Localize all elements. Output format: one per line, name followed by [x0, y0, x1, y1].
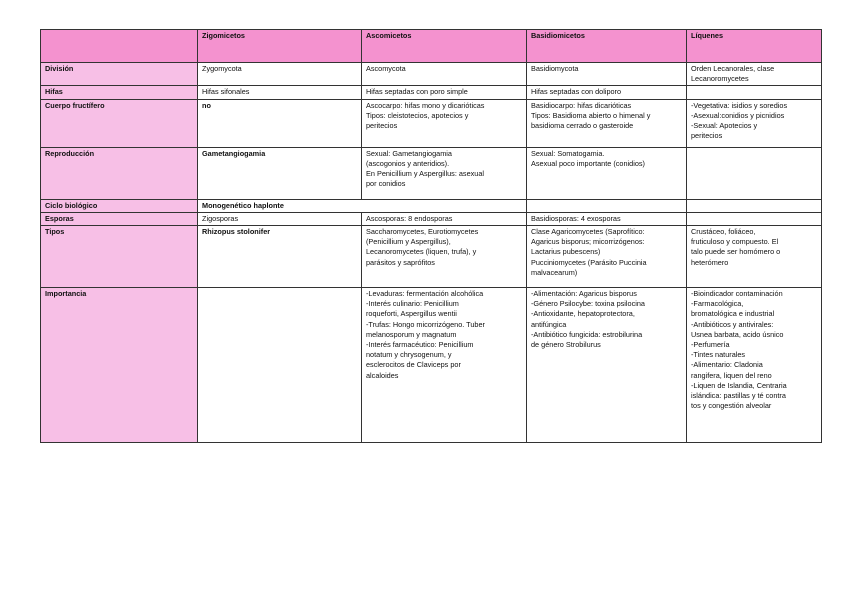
row-label-importancia: Importancia	[41, 288, 198, 443]
table-row-division	[41, 63, 822, 86]
cell-cuerpo-liquenes: -Vegetativa: isidios y soredios -Asexual:conidios y picnidios -Sexual: Apotecios y peritecios	[687, 99, 822, 147]
table-row-cuerpo-fructifero	[41, 99, 822, 147]
cell-importancia-liquenes: -Bioindicador contaminación -Farmacológica, bromatológica e industrial -Antibióticos y antivirales: Usnea barbata, acido úsnico -Perfumería -Tintes naturales -Alimentario: Cladonia rangifera, liquen del reno -Liquen de Islandia, Centraria islándica: pastillas y té contra tos y congestión alveolar	[687, 288, 822, 443]
header-zigomicetos: Zigomicetos	[198, 30, 362, 63]
row-label-hifas: Hifas	[41, 86, 198, 99]
cell-esporas-zigomicetos: Zigosporas	[198, 212, 362, 225]
cell-tipos-ascomicetos: Saccharomycetes, Eurotiomycetes (Penicillium y Aspergillus), Lecanoromycetes (liquen, trufa), y parásitos y saprófitos	[362, 226, 527, 288]
cell-importancia-ascomicetos: -Levaduras: fermentación alcohólica -Interés culinario: Penicillium roqueforti, Aspergillus wentii -Trufas: Hongo micorrizógeno. Tuber melanosporum y magnatum -Interés farmacéutico: Penicillium notatum y chrysogenum, y esclerocitos de Claviceps por alcaloides	[362, 288, 527, 443]
cell-esporas-ascomicetos: Ascosporas: 8 endosporas	[362, 212, 527, 225]
cell-tipos-liquenes: Crustáceo, foliáceo, fruticuloso y compuesto. El talo puede ser homómero o heterómero	[687, 226, 822, 288]
cell-reproduccion-liquenes	[687, 147, 822, 199]
cell-esporas-liquenes	[687, 212, 822, 225]
cell-hifas-zigomicetos: Hifas sifonales	[198, 86, 362, 99]
table-row-hifas	[41, 86, 822, 99]
table-row-tipos	[41, 226, 822, 288]
cell-ciclo-merged: Monogenético haplonte	[198, 199, 527, 212]
cell-importancia-basidiomicetos: -Alimentación: Agaricus bisporus -Género Psilocybe: toxina psilocina -Antioxidante, hepatoprotectora, antifúngica -Antibiótico fungicida: estrobilurina de género Strobilurus	[527, 288, 687, 443]
cell-ciclo-liquenes	[687, 199, 822, 212]
cell-hifas-basidiomicetos: Hifas septadas con doliporo	[527, 86, 687, 99]
cell-reproduccion-basidiomicetos: Sexual: Somatogamia. Asexual poco importante (conidios)	[527, 147, 687, 199]
cell-cuerpo-ascomicetos: Ascocarpo: hifas mono y dicarióticas Tipos: cleistotecios, apotecios y peritecios	[362, 99, 527, 147]
cell-hifas-liquenes	[687, 86, 822, 99]
cell-ciclo-basidiomicetos	[527, 199, 687, 212]
cell-division-basidiomicetos: Basidiomycota	[527, 63, 687, 86]
table-header-row	[41, 30, 822, 63]
header-corner-cell	[41, 30, 198, 63]
cell-cuerpo-zigomicetos: no	[198, 99, 362, 147]
table-row-ciclo-biologico	[41, 199, 822, 212]
cell-reproduccion-ascomicetos: Sexual: Gametangiogamia (ascogonios y anteridios). En Penicillium y Aspergillus: asexual por conidios	[362, 147, 527, 199]
table-row-esporas	[41, 212, 822, 225]
row-label-cuerpo-fructifero: Cuerpo fructífero	[41, 99, 198, 147]
cell-esporas-basidiomicetos: Basidiosporas: 4 exosporas	[527, 212, 687, 225]
header-basidiomicetos: Basidiomicetos	[527, 30, 687, 63]
fungi-comparison-table	[40, 29, 822, 443]
cell-tipos-zigomicetos: Rhizopus stolonifer	[198, 226, 362, 288]
cell-tipos-basidiomicetos: Clase Agaricomycetes (Saprofítico: Agaricus bisporus; micorrizógenos: Lactarius pubescens) Pucciniomycetes (Parásito Puccinia malvacearum)	[527, 226, 687, 288]
cell-hifas-ascomicetos: Hifas septadas con poro simple	[362, 86, 527, 99]
header-liquenes: Líquenes	[687, 30, 822, 63]
table-row-importancia	[41, 288, 822, 443]
cell-division-zigomicetos: Zygomycota	[198, 63, 362, 86]
table-row-reproduccion	[41, 147, 822, 199]
cell-importancia-zigomicetos	[198, 288, 362, 443]
row-label-tipos: Tipos	[41, 226, 198, 288]
row-label-ciclo-biologico: Ciclo biológico	[41, 199, 198, 212]
row-label-esporas: Esporas	[41, 212, 198, 225]
cell-cuerpo-basidiomicetos: Basidiocarpo: hifas dicarióticas Tipos: Basidioma abierto o himenal y basidioma cerrado o gasteroide	[527, 99, 687, 147]
row-label-division: División	[41, 63, 198, 86]
cell-division-ascomicetos: Ascomycota	[362, 63, 527, 86]
row-label-reproduccion: Reproducción	[41, 147, 198, 199]
header-ascomicetos: Ascomicetos	[362, 30, 527, 63]
cell-reproduccion-zigomicetos: Gametangiogamia	[198, 147, 362, 199]
cell-division-liquenes: Orden Lecanorales, clase Lecanoromycetes	[687, 63, 822, 86]
